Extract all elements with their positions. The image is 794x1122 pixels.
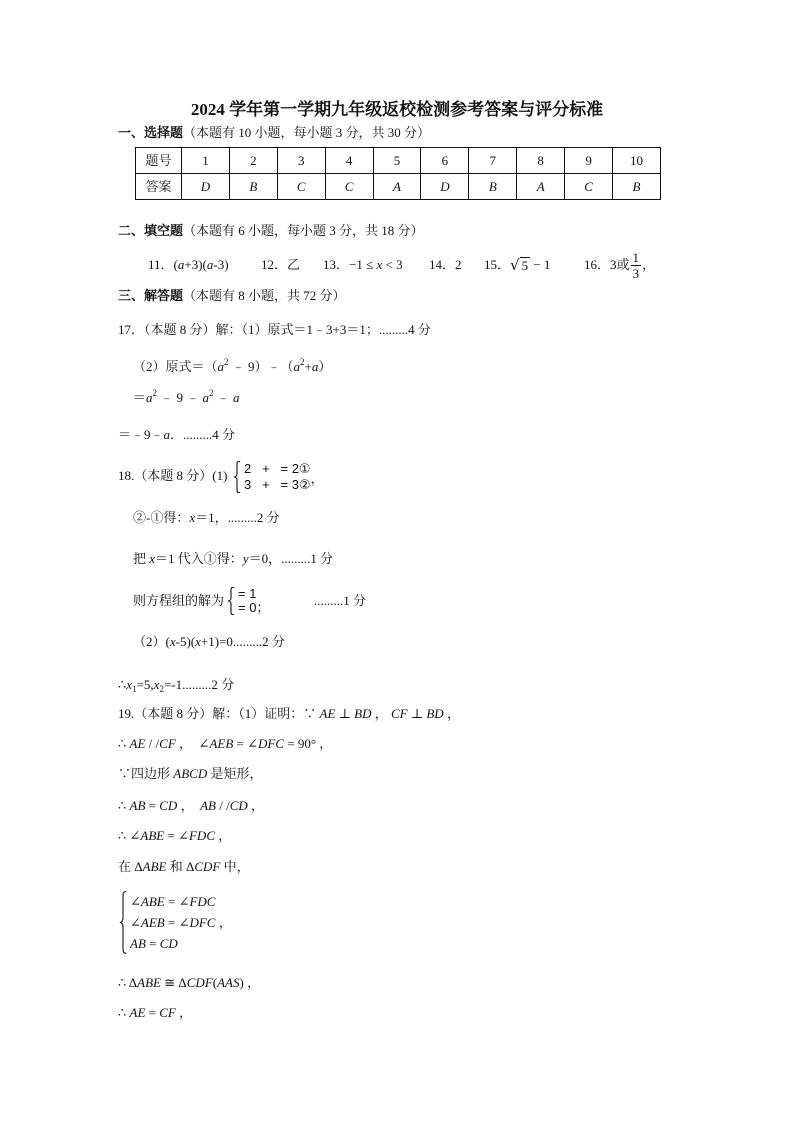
answer-cell: B xyxy=(613,174,661,200)
equation-row: 2 + = 2① xyxy=(244,461,311,476)
text-run: ﹣ xyxy=(213,390,234,405)
text-run: -5)( xyxy=(175,634,196,649)
math-variable: CD xyxy=(159,798,178,813)
text-run: = 90° ， xyxy=(284,736,333,751)
text-run: ， ∠ xyxy=(175,736,210,751)
text-run: +1)=0.........2 分 xyxy=(200,634,285,649)
question-number: 6 xyxy=(421,148,469,174)
text-run: 是矩形， xyxy=(207,766,263,781)
text-run: 和 Δ xyxy=(166,859,195,874)
question-number: 10 xyxy=(613,148,661,174)
text-run: ， xyxy=(247,798,265,813)
math-variable: CD xyxy=(229,798,248,813)
math-variable: x xyxy=(153,677,160,692)
math-variable: a xyxy=(217,359,225,374)
answer-cell: C xyxy=(565,174,613,200)
text-run: ∴ xyxy=(118,677,127,692)
answer-cell: A xyxy=(373,174,421,200)
congruence-conditions xyxy=(119,891,232,954)
question-number: 5 xyxy=(373,148,421,174)
item-number: 14． xyxy=(429,257,456,272)
question-number: 2 xyxy=(229,148,277,174)
item-answer-rest: − 1 xyxy=(530,257,551,272)
math-variable: AE xyxy=(129,736,146,751)
text-run: ②-①得： xyxy=(133,510,190,525)
item-answer-prefix: 3或 xyxy=(610,257,630,272)
row-label: 题号 xyxy=(136,148,182,174)
q18-line-4-score: .........1 分 xyxy=(314,593,367,608)
section-heading: 二、填空题 xyxy=(118,223,184,238)
text-run: ∴ Δ xyxy=(118,975,138,990)
math-variable: a xyxy=(177,257,185,272)
answer-cell: C xyxy=(325,174,373,200)
row-label: 答案 xyxy=(136,174,182,200)
answer-cell: B xyxy=(469,174,517,200)
condition-row xyxy=(130,933,232,954)
text-run: = ∠ xyxy=(164,915,190,930)
table-row-answers xyxy=(136,174,661,200)
text-run: ∴ xyxy=(118,798,130,813)
fill-item-14 xyxy=(429,256,462,274)
fraction xyxy=(631,250,642,281)
text-run: ＝0，.........1 分 xyxy=(248,551,334,566)
left-brace xyxy=(119,891,127,954)
text-run: −1 ≤ xyxy=(349,257,377,272)
item-answer: 2 xyxy=(455,257,462,272)
system-rows xyxy=(235,587,269,615)
text-run: 中， xyxy=(220,859,250,874)
answer-cell: D xyxy=(421,174,469,200)
question-number: 3 xyxy=(277,148,325,174)
math-variable: y xyxy=(242,551,249,566)
math-variable: x xyxy=(189,510,196,525)
left-brace xyxy=(227,587,235,615)
text-run: ∠ xyxy=(130,894,141,909)
text-run: （2）原式＝（ xyxy=(133,359,218,374)
math-variable: x xyxy=(169,634,176,649)
math-variable: a xyxy=(163,427,171,442)
math-variable: BD xyxy=(426,706,444,721)
math-variable: DFC xyxy=(189,915,216,930)
q18-line-3 xyxy=(133,550,333,568)
math-variable: x xyxy=(149,551,156,566)
math-variable: AE xyxy=(129,1005,146,1020)
section-note: （本题有 6 小题，每小题 3 分，共 18 分） xyxy=(183,223,424,238)
q19-line-1 xyxy=(118,705,460,723)
superscript: 2 xyxy=(224,357,229,367)
condition-row xyxy=(130,912,232,933)
answer-cell: C xyxy=(277,174,325,200)
text-run: / / xyxy=(215,798,230,813)
question-number: 4 xyxy=(325,148,373,174)
section-note: （本题有 10 小题，每小题 3 分，共 30 分） xyxy=(183,125,431,140)
equation-system-1 xyxy=(233,461,324,493)
section-note: （本题有 8 小题，共 72 分） xyxy=(183,288,346,303)
item-number: 15． xyxy=(484,257,511,272)
math-variable: x xyxy=(195,634,201,649)
text-run: 在 Δ xyxy=(118,859,143,874)
item-number: 12． xyxy=(261,257,288,272)
text-run: ⊥ xyxy=(407,706,427,721)
math-variable: AB xyxy=(200,798,216,813)
text-run: = xyxy=(145,1005,160,1020)
q19-line-8 xyxy=(118,1004,192,1022)
condition-row xyxy=(130,891,232,912)
math-variable: a xyxy=(233,390,240,405)
q18-line-1: 18.（本题 8 分）(1) xyxy=(118,468,228,483)
math-variable: ABE xyxy=(140,828,165,843)
text-run: -3) xyxy=(213,257,229,272)
text-run: =-1.........2 分 xyxy=(163,677,235,692)
q18-line-2 xyxy=(133,509,280,527)
equation-row: = 1 xyxy=(238,586,257,601)
radicand: 5 xyxy=(521,258,529,273)
fill-item-16 xyxy=(584,248,655,282)
math-variable: ABE xyxy=(140,894,165,909)
text-run: ∴ xyxy=(118,736,130,751)
question-number: 7 xyxy=(469,148,517,174)
math-variable: CF xyxy=(159,736,176,751)
math-variable: a xyxy=(206,257,214,272)
text-run: ＝1，.........2 分 xyxy=(195,510,280,525)
fraction-denominator: 3 xyxy=(632,265,640,281)
math-variable: AAS xyxy=(217,975,240,990)
text-run: ﹣ 9 ﹣ xyxy=(157,390,203,405)
text-run: = ∠ xyxy=(164,894,190,909)
text-run: ∴ xyxy=(118,1005,130,1020)
radical-sign: √ xyxy=(510,256,520,274)
text-run: ( xyxy=(212,975,218,990)
text-run: ， xyxy=(443,706,460,721)
superscript: 2 xyxy=(300,357,305,367)
math-variable: DFC xyxy=(258,736,284,751)
math-variable: CF xyxy=(391,706,408,721)
text-run: ( xyxy=(173,257,178,272)
page-title: 2024 学年第一学期九年级返校检测参考答案与评分标准 xyxy=(190,100,604,119)
item-answer: 乙 xyxy=(287,257,301,272)
question-number: 8 xyxy=(517,148,565,174)
question-number: 1 xyxy=(182,148,230,174)
q19-line-7 xyxy=(118,974,260,992)
superscript: 2 xyxy=(209,388,214,398)
system-rows xyxy=(241,461,311,493)
text-run: ， xyxy=(371,706,391,721)
q19-line-4 xyxy=(118,797,264,815)
left-brace xyxy=(233,461,241,493)
text-run: = ∠ xyxy=(164,828,189,843)
text-run: （2）( xyxy=(133,634,170,649)
text-run: ， xyxy=(177,798,201,813)
text-run: ， xyxy=(214,828,232,843)
q17-line-4 xyxy=(118,426,235,444)
math-variable: AEB xyxy=(209,736,234,751)
fill-item-15 xyxy=(484,253,550,277)
math-variable: CDF xyxy=(194,859,221,874)
item-number: 11． xyxy=(148,257,174,272)
item-answer-suffix: ， xyxy=(642,257,656,272)
equation-row: 3 + = 3② xyxy=(244,477,311,492)
math-variable: x xyxy=(376,257,383,272)
item-answer xyxy=(349,256,403,274)
math-variable: ABCD xyxy=(173,766,208,781)
table-row-numbers xyxy=(136,148,661,174)
text-run: ∵四边形 xyxy=(118,766,174,781)
math-variable: AE xyxy=(319,706,336,721)
section-solve-header xyxy=(118,287,346,305)
text-run: ．.........4 分 xyxy=(170,427,236,442)
question-number: 9 xyxy=(565,148,613,174)
q17-line-3 xyxy=(133,389,240,407)
answer-cell: D xyxy=(182,174,230,200)
equation-row: = 0； xyxy=(238,600,270,615)
fill-item-12 xyxy=(261,256,300,274)
text-run: ∠ xyxy=(130,915,141,930)
text-run: ﹣ 9）﹣（ xyxy=(228,359,294,374)
section-heading: 三、解答题 xyxy=(118,288,184,303)
math-variable: x xyxy=(126,677,133,692)
superscript: 2 xyxy=(152,388,158,398)
q19-line-3 xyxy=(118,765,262,783)
text-run: < 3 xyxy=(382,257,403,272)
text-run: ∴ ∠ xyxy=(118,828,141,843)
text-run: ， xyxy=(175,1005,193,1020)
math-variable: AB xyxy=(129,798,146,813)
q19-line-2 xyxy=(118,735,332,753)
section-choice-header xyxy=(118,124,430,142)
subscript: 1 xyxy=(132,684,137,694)
math-variable: ABE xyxy=(137,975,161,990)
item-number: 16． xyxy=(584,257,611,272)
math-variable: CDF xyxy=(186,975,213,990)
q17-line-1: 17．（本题 8 分）解：（1）原式＝1﹣3+3＝1；.........4 分 xyxy=(118,322,431,337)
text-run: ⊥ xyxy=(335,706,355,721)
section-fill-header xyxy=(118,222,424,240)
system-rows xyxy=(127,891,232,954)
text-run: / / xyxy=(145,736,160,751)
text-run: = xyxy=(145,798,160,813)
q18-line-5 xyxy=(133,633,285,651)
fraction-numerator: 1 xyxy=(632,249,640,265)
text-run: = xyxy=(145,936,160,951)
text-run: =5, xyxy=(136,677,154,692)
text-run: + xyxy=(304,359,312,374)
math-variable: a xyxy=(202,390,210,405)
text-run: +3)( xyxy=(184,257,207,272)
text-run: ， xyxy=(215,915,232,930)
item-number: 13． xyxy=(323,257,350,272)
q19-line-6 xyxy=(118,858,250,876)
text-run: ） xyxy=(318,359,332,374)
fill-item-13 xyxy=(323,256,403,274)
q18-line-4-prefix: 则方程组的解为 xyxy=(133,593,225,608)
q17-line-2 xyxy=(133,358,331,376)
choice-answer-table xyxy=(135,147,661,200)
text-run: ＝﹣9﹣ xyxy=(118,427,164,442)
system-suffix: ， xyxy=(310,470,324,486)
item-answer xyxy=(174,256,229,274)
text-run: 把 xyxy=(133,551,150,566)
answer-cell: B xyxy=(229,174,277,200)
math-variable: a xyxy=(311,359,319,374)
math-variable: AB xyxy=(130,936,146,951)
q18-line-6 xyxy=(118,676,234,694)
math-variable: AEB xyxy=(140,915,165,930)
math-variable: FDC xyxy=(189,894,216,909)
text-run: 19.（本题 8 分）解：（1）证明：∵ xyxy=(118,706,320,721)
text-run: ＝1 代入①得： xyxy=(155,551,243,566)
text-run: ≅ Δ xyxy=(161,975,187,990)
text-run: ＝ xyxy=(133,390,147,405)
answer-cell: A xyxy=(517,174,565,200)
math-variable: BD xyxy=(354,706,372,721)
section-heading: 一、选择题 xyxy=(118,125,184,140)
q19-line-5 xyxy=(118,827,231,845)
math-variable: a xyxy=(293,359,301,374)
text-run: = ∠ xyxy=(233,736,258,751)
subscript: 2 xyxy=(159,684,164,694)
fill-item-11 xyxy=(148,256,229,274)
math-variable: CD xyxy=(159,936,178,951)
math-variable: ABE xyxy=(142,859,167,874)
math-variable: CF xyxy=(159,1005,176,1020)
text-run: ) ， xyxy=(239,975,261,990)
math-variable: a xyxy=(146,390,153,405)
equation-system-2 xyxy=(227,587,269,615)
math-variable: FDC xyxy=(188,828,215,843)
